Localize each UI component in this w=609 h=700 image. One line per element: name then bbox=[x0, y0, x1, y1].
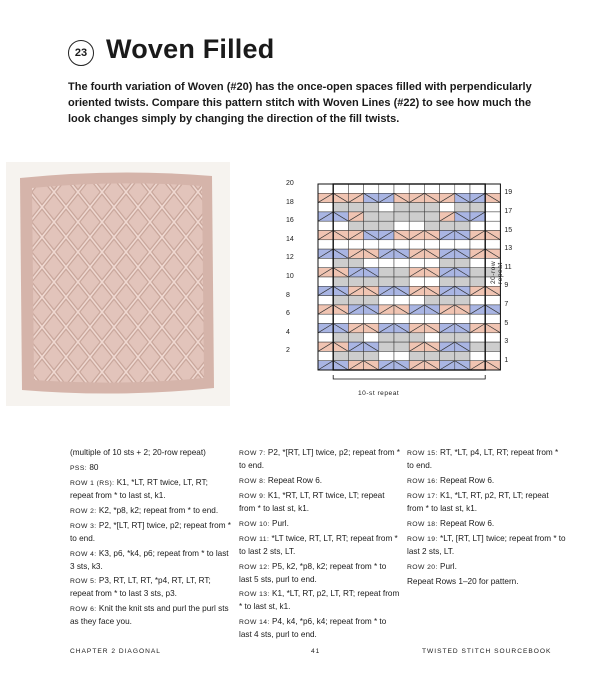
row-text: K1, *LT, RT, p2, LT, RT; repeat from * to last st, k1. bbox=[239, 589, 400, 611]
instruction-line bbox=[407, 533, 567, 558]
row-label: ROW 3: bbox=[70, 523, 97, 530]
row-text: K1, *RT, LT, RT twice, LT; repeat from * to last st, k1. bbox=[239, 491, 385, 513]
row-text: *LT, [RT, LT] twice; repeat from * to last 2 sts, LT. bbox=[407, 534, 566, 556]
instruction-line bbox=[407, 475, 567, 488]
instruction-line bbox=[239, 561, 401, 586]
instruction-line bbox=[70, 477, 232, 502]
chart-row-number: 8 bbox=[286, 291, 290, 299]
pattern-number-badge: 23 bbox=[68, 40, 94, 66]
row-label: ROW 1 (RS): bbox=[70, 480, 115, 487]
instruction-line bbox=[407, 518, 567, 531]
instruction-line bbox=[239, 518, 401, 531]
chart-row-number: 17 bbox=[504, 207, 513, 215]
row-label: ROW 6: bbox=[70, 605, 97, 613]
chart-row-number: 6 bbox=[286, 310, 290, 318]
row-label: ROW 10: bbox=[239, 520, 270, 528]
instruction-line bbox=[239, 616, 401, 641]
row-text: Repeat Rows 1–20 for pattern. bbox=[407, 577, 519, 586]
row-text: Repeat Row 6. bbox=[267, 475, 323, 485]
row-text: RT, *LT, p4, LT, RT; repeat from * to end. bbox=[407, 448, 559, 470]
footer-chapter: CHAPTER 2 DIAGONAL bbox=[70, 648, 161, 655]
intro-paragraph: The fourth variation of Woven (#20) has the once-open spaces filled with perpendicularly oriented twists. Compare this pattern stitch with Woven Lines (#22) to see how much the look changes simply by changing the direction of the fill twists. bbox=[68, 81, 532, 125]
chart-row-number: 20 bbox=[286, 180, 294, 187]
row-text: Repeat Row 6. bbox=[440, 518, 495, 528]
chart-row-number: 18 bbox=[286, 198, 294, 206]
row-label: ROW 9: bbox=[239, 493, 266, 500]
chart-repeat-width-label: 10-st repeat bbox=[358, 390, 400, 397]
instructions-column-1 bbox=[70, 447, 232, 630]
row-text: P2, *[RT, LT] twice, p2; repeat from * to end. bbox=[239, 448, 400, 470]
chart-row-number: 13 bbox=[504, 245, 513, 253]
instruction-line bbox=[70, 520, 232, 545]
pattern-title: Woven Filled bbox=[106, 34, 275, 64]
row-label: ROW 8: bbox=[239, 477, 266, 485]
instructions-column-2 bbox=[239, 447, 401, 643]
row-text: Repeat Row 6. bbox=[440, 475, 495, 485]
row-label: ROW 18: bbox=[407, 520, 438, 528]
chart-row-number: 9 bbox=[504, 282, 509, 290]
row-label: ROW 2: bbox=[70, 507, 97, 515]
instruction-line bbox=[70, 575, 232, 600]
instruction-line bbox=[70, 447, 232, 459]
row-text: Purl. bbox=[440, 561, 457, 571]
row-label: ROW 12: bbox=[239, 563, 270, 571]
instruction-line bbox=[70, 505, 232, 518]
chart-row-number: 2 bbox=[286, 347, 290, 355]
instruction-line bbox=[239, 533, 401, 558]
row-label: ROW 14: bbox=[239, 618, 270, 626]
chart-repeat-height-label: 20-row repeat bbox=[490, 260, 504, 284]
row-text: Knit the knit sts and purl the purl sts as they face you. bbox=[70, 603, 229, 626]
row-text: K3, p6, *k4, p6; repeat from * to last 3 sts, k3. bbox=[70, 548, 229, 571]
chart-row-number: 5 bbox=[504, 319, 509, 327]
knit-swatch-photo bbox=[6, 162, 230, 406]
chart-row-number: 1 bbox=[504, 356, 509, 364]
row-text: 80 bbox=[89, 462, 99, 472]
chart-row-number: 15 bbox=[504, 226, 513, 234]
row-text: K1, *LT, RT, p2, RT, LT; repeat from * to last st, k1. bbox=[407, 491, 549, 513]
chart-row-number: 10 bbox=[286, 273, 294, 280]
chart-row-number: 7 bbox=[504, 300, 509, 308]
chart-row-number: 19 bbox=[504, 189, 513, 197]
chart-row-number: 14 bbox=[286, 235, 294, 243]
row-label: ROW 19: bbox=[407, 536, 438, 543]
row-text: P4, k4, *p6, k4; repeat from * to last 4 sts, purl to end. bbox=[239, 616, 387, 639]
chart-row-number: 12 bbox=[286, 254, 294, 262]
row-text: K2, *p8, k2; repeat from * to end. bbox=[98, 505, 219, 515]
row-text: Purl. bbox=[272, 518, 289, 528]
row-label: ROW 17: bbox=[407, 493, 438, 500]
row-text: (multiple of 10 sts + 2; 20-row repeat) bbox=[70, 448, 206, 457]
instruction-line bbox=[70, 462, 232, 475]
row-label: ROW 13: bbox=[239, 591, 270, 598]
row-label: ROW 20: bbox=[407, 563, 438, 571]
chart-row-number: 16 bbox=[286, 217, 294, 225]
chart-labels bbox=[278, 172, 518, 408]
row-label: ROW 15: bbox=[407, 450, 438, 457]
instruction-line bbox=[407, 561, 567, 574]
instruction-line bbox=[239, 490, 401, 515]
instruction-line bbox=[407, 576, 567, 588]
chart-row-number: 3 bbox=[504, 338, 509, 346]
row-text: P3, RT, LT, RT, *p4, RT, LT, RT; repeat from * to last 3 sts, p3. bbox=[70, 576, 211, 598]
chart-row-number: 4 bbox=[286, 328, 290, 336]
instruction-line bbox=[407, 447, 567, 472]
instruction-line bbox=[239, 475, 401, 488]
row-label: ROW 11: bbox=[239, 536, 270, 543]
instruction-line bbox=[239, 447, 401, 472]
instructions-column-3 bbox=[407, 447, 567, 591]
row-label: ROW 7: bbox=[239, 450, 266, 457]
footer-book-title: TWISTED STITCH SOURCEBOOK bbox=[422, 648, 552, 655]
row-label: ROW 4: bbox=[70, 550, 97, 558]
chart-row-number: 11 bbox=[504, 263, 512, 271]
row-label: ROW 5: bbox=[70, 578, 97, 585]
row-text: P5, k2, *p8, k2; repeat from * to last 5 sts, purl to end. bbox=[239, 561, 387, 584]
instruction-line bbox=[70, 603, 232, 628]
row-text: P2, *[LT, RT] twice, p2; repeat from * to end. bbox=[70, 521, 231, 543]
row-text: K1, *LT, RT twice, LT, RT; repeat from * to last st, k1. bbox=[70, 478, 208, 500]
instruction-line bbox=[70, 548, 232, 573]
instruction-line bbox=[407, 490, 567, 515]
row-label: ROW 16: bbox=[407, 477, 438, 485]
row-text: *LT twice, RT, LT, RT; repeat from * to last 2 sts, LT. bbox=[239, 534, 398, 556]
row-label: PSS: bbox=[70, 464, 88, 472]
footer-page-number: 41 bbox=[311, 648, 321, 655]
instruction-line bbox=[239, 588, 401, 613]
